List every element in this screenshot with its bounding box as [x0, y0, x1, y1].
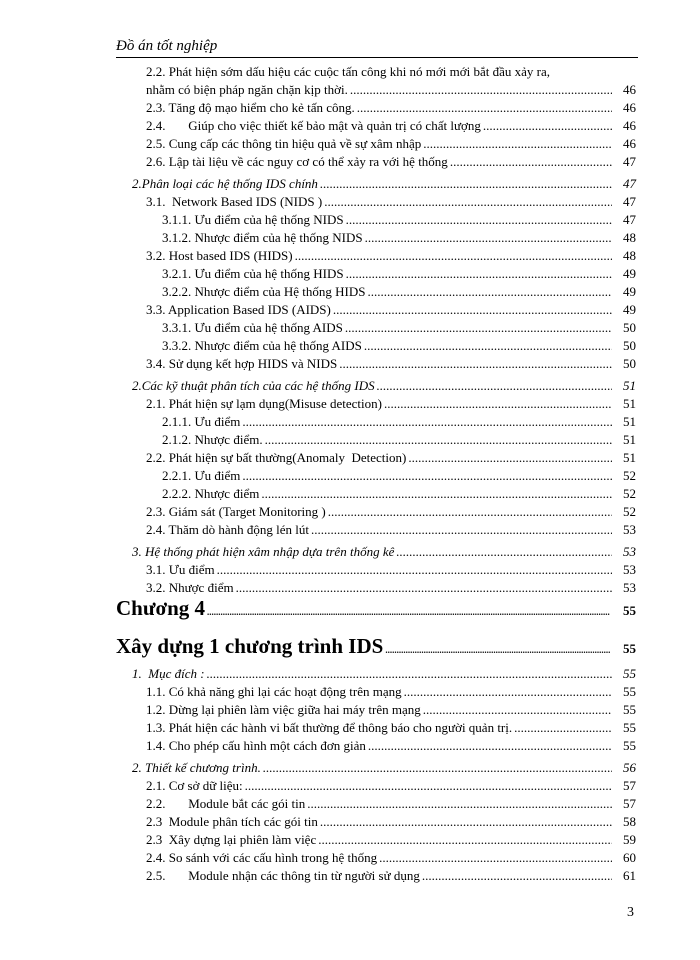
toc-entry[interactable] [146, 868, 636, 884]
dot-leader [357, 100, 612, 116]
toc-entry-title: 2.1. Cơ sở dữ liệu: [146, 778, 243, 793]
dot-leader [307, 796, 612, 812]
toc-entry[interactable] [146, 814, 636, 830]
toc-entry-title: 2.2. Phát hiện sớm dấu hiệu các cuộc tấn công khi nó mới mới bắt đầu xảy ra, [146, 64, 551, 79]
toc-entry-title: 2.3. Giám sát (Target Monitoring ) [146, 504, 326, 519]
toc-entry-page: 53 [623, 580, 636, 595]
toc-entry-title: 3.2.2. Nhược điểm của Hệ thống HIDS [162, 284, 366, 299]
toc-section-title: 3. Hệ thống phát hiện xâm nhập dựa trên thống kê [132, 544, 395, 559]
dot-leader [404, 684, 612, 700]
toc-entry[interactable] [146, 248, 636, 264]
toc-entry-title: 1.3. Phát hiện các hành vi bất thường để thông báo cho người quản trị. [146, 720, 513, 735]
toc-entry[interactable] [146, 100, 636, 116]
toc-entry-page: 49 [623, 284, 636, 299]
toc-entry-page: 61 [623, 868, 636, 883]
toc-entry-page: 46 [623, 118, 636, 133]
toc-entry-title: 2.1.2. Nhược điểm. [162, 432, 263, 447]
dot-leader [265, 432, 612, 448]
toc-entry[interactable] [146, 850, 636, 866]
toc-entry-title: 1.1. Có khả năng ghi lại các hoạt động trên mạng [146, 684, 402, 699]
toc-section-page: 56 [623, 760, 636, 775]
dot-leader [217, 562, 612, 578]
toc-entry-title: 3.2. Nhược điểm [146, 580, 234, 595]
toc-section-page: 51 [623, 378, 636, 393]
toc-entry-page: 50 [623, 338, 636, 353]
dot-leader [207, 666, 612, 682]
toc-entry-title: 2.1.1. Ưu điểm [162, 414, 241, 429]
toc-entry[interactable] [146, 194, 636, 210]
dot-leader [396, 544, 612, 560]
toc-chapter-page: 55 [623, 603, 636, 618]
toc-entry-page: 55 [623, 684, 636, 699]
dot-leader [514, 720, 612, 736]
toc-chapter[interactable] [116, 634, 636, 659]
dot-leader [423, 136, 612, 152]
toc-entry-title: 3.1. Network Based IDS (NIDS ) [146, 194, 323, 209]
toc-entry[interactable] [162, 338, 636, 354]
toc-entry-title: 2.2.2. Nhược điểm [162, 486, 260, 501]
dot-leader [320, 176, 612, 192]
toc-entry[interactable] [146, 522, 636, 538]
toc-entry[interactable] [146, 796, 636, 812]
toc-entry-title: 2.5. Cung cấp các thông tin hiệu quả về sự xâm nhập [146, 136, 422, 151]
toc-entry-page: 60 [623, 850, 636, 865]
dot-leader [364, 338, 612, 354]
toc-entry-page: 59 [623, 832, 636, 847]
toc-entry-title: 2.2. Module bắt các gói tin [146, 796, 306, 811]
dot-leader [242, 414, 612, 430]
toc-entry-title: 3.1.1. Ưu điểm của hệ thống NIDS [162, 212, 344, 227]
toc-entry[interactable] [146, 302, 636, 318]
dot-leader [345, 320, 612, 336]
toc-section-title: 1. Mục đích : [132, 666, 205, 681]
toc-entry[interactable] [146, 64, 636, 80]
dot-leader [236, 580, 612, 596]
dot-leader [450, 154, 612, 170]
toc-entry-title: 2.4. So sánh với các cấu hình trong hệ thống [146, 850, 378, 865]
toc-entry[interactable] [146, 504, 636, 520]
toc-entry[interactable] [146, 702, 636, 718]
dot-leader [346, 212, 612, 228]
dot-leader [423, 702, 612, 718]
toc-entry[interactable] [146, 136, 636, 152]
dot-leader [318, 832, 612, 848]
toc-entry[interactable] [146, 562, 636, 578]
toc-entry[interactable] [146, 356, 636, 372]
toc-entry-page: 57 [623, 778, 636, 793]
toc-entry-title: 3.1.2. Nhược điểm của hệ thống NIDS [162, 230, 363, 245]
dot-leader [483, 118, 612, 134]
toc-entry-page: 49 [623, 302, 636, 317]
toc-entry-page: 47 [623, 212, 636, 227]
toc-section-page: 53 [623, 544, 636, 559]
toc-entry-page: 51 [623, 414, 636, 429]
dot-leader [263, 760, 612, 776]
toc-entry-page: 57 [623, 796, 636, 811]
dot-leader [242, 468, 612, 484]
toc-section-title: 2.Các kỹ thuật phân tích của các hệ thống IDS [132, 378, 375, 393]
dot-leader [384, 396, 612, 412]
dot-leader [207, 607, 610, 617]
toc-entry[interactable] [146, 738, 636, 754]
toc-entry-title: 3.3. Application Based IDS (AIDS) [146, 302, 331, 317]
dot-leader [385, 645, 610, 655]
dot-leader [350, 82, 612, 98]
dot-leader [365, 230, 612, 246]
toc-entry-title: nhằm có biện pháp ngăn chặn kịp thời. [146, 82, 348, 97]
toc-entry-page: 46 [623, 100, 636, 115]
dot-leader [324, 194, 612, 210]
toc-entry[interactable] [146, 450, 636, 466]
toc-entry-page: 55 [623, 738, 636, 753]
toc-entry[interactable] [146, 82, 636, 98]
toc-entry[interactable] [162, 320, 636, 336]
toc-entry-page: 51 [623, 450, 636, 465]
toc-entry-title: 2.4. Thăm dò hành động lén lút [146, 522, 309, 537]
toc-section-title: 2. Thiết kế chương trình. [132, 760, 261, 775]
toc-chapter-title: Chương 4 [116, 596, 206, 620]
dot-leader [377, 378, 612, 394]
toc-section[interactable] [132, 760, 636, 776]
toc-entry[interactable] [146, 580, 636, 596]
dot-leader [261, 486, 612, 502]
toc-section[interactable] [132, 378, 636, 394]
toc-entry-page: 50 [623, 320, 636, 335]
toc-entry-page: 52 [623, 468, 636, 483]
toc-entry[interactable] [162, 284, 636, 300]
dot-leader [346, 266, 612, 282]
toc-entry-title: 3.2. Host based IDS (HIDS) [146, 248, 293, 263]
toc-section[interactable] [132, 544, 636, 560]
toc-entry[interactable] [162, 468, 636, 484]
toc-entry-page: 46 [623, 82, 636, 97]
toc-entry[interactable] [162, 230, 636, 246]
toc-entry[interactable] [162, 486, 636, 502]
toc-entry-page: 51 [623, 432, 636, 447]
toc-entry[interactable] [146, 684, 636, 700]
toc-entry-page: 48 [623, 230, 636, 245]
toc-entry[interactable] [162, 212, 636, 228]
toc-entry-title: 2.2. Phát hiện sự bất thường(Anomaly Detection) [146, 450, 407, 465]
dot-leader [311, 522, 612, 538]
toc-entry[interactable] [162, 432, 636, 448]
dot-leader [320, 814, 612, 830]
toc-chapter-page: 55 [623, 641, 636, 656]
toc-entry-title: 2.2.1. Ưu điểm [162, 468, 241, 483]
toc-entry-page: 53 [623, 562, 636, 577]
running-header: Đồ án tốt nghiệp [116, 38, 218, 54]
toc-entry[interactable] [146, 154, 636, 170]
toc-entry-title: 2.3 Xây dựng lại phiên làm việc [146, 832, 317, 847]
toc-entry-title: 2.1. Phát hiện sự lạm dụng(Misuse detection) [146, 396, 382, 411]
toc-section[interactable] [132, 666, 636, 682]
toc-section-page: 55 [623, 666, 636, 681]
toc-entry-title: 3.4. Sử dụng kết hợp HIDS và NIDS [146, 356, 338, 371]
toc-entry-page: 47 [623, 154, 636, 169]
toc-chapter-title: Xây dựng 1 chương trình IDS [116, 634, 384, 658]
toc-entry-page: 52 [623, 486, 636, 501]
dot-leader [328, 504, 612, 520]
toc-entry-title: 2.3. Tăng độ mạo hiểm cho kẻ tấn công. [146, 100, 355, 115]
toc-entry[interactable] [146, 396, 636, 412]
toc-entry-page: 55 [623, 720, 636, 735]
header-rule [116, 57, 638, 58]
toc-entry-page: 58 [623, 814, 636, 829]
toc-section-title: 2.Phân loại các hệ thống IDS chính [132, 176, 318, 191]
toc-entry-title: 3.3.2. Nhược điểm của hệ thống AIDS [162, 338, 362, 353]
toc-entry-title: 3.2.1. Ưu điểm của hệ thống HIDS [162, 266, 344, 281]
dot-leader [295, 248, 612, 264]
dot-leader [333, 302, 612, 318]
toc-entry[interactable] [146, 778, 636, 794]
toc-section-page: 47 [623, 176, 636, 191]
toc-entry[interactable] [162, 414, 636, 430]
toc-entry[interactable] [146, 720, 636, 736]
toc-entry-page: 51 [623, 396, 636, 411]
toc-entry[interactable] [146, 118, 636, 134]
dot-leader [422, 868, 612, 884]
dot-leader [379, 850, 612, 866]
toc-entry-title: 3.1. Ưu điểm [146, 562, 215, 577]
dot-leader [245, 778, 612, 794]
toc-entry-page: 50 [623, 356, 636, 371]
page-number: 3 [627, 905, 634, 920]
dot-leader [408, 450, 612, 466]
toc-entry-page: 49 [623, 266, 636, 281]
toc-entry-page: 47 [623, 194, 636, 209]
toc-entry-title: 2.6. Lập tài liệu về các nguy cơ có thể xảy ra với hệ thống [146, 154, 448, 169]
toc-entry-title: 3.3.1. Ưu điểm của hệ thống AIDS [162, 320, 343, 335]
toc-section[interactable] [132, 176, 636, 192]
toc-entry-page: 48 [623, 248, 636, 263]
toc-entry-title: 2.3 Module phân tích các gói tin [146, 814, 318, 829]
toc-chapter[interactable] [116, 596, 636, 621]
dot-leader [339, 356, 612, 372]
toc-entry-title: 2.4. Giúp cho việc thiết kế bảo mật và quản trị có chất lượng [146, 118, 481, 133]
toc-entry-title: 2.5. Module nhận các thông tin từ người sử dụng [146, 868, 420, 883]
dot-leader [368, 738, 612, 754]
toc-entry-page: 52 [623, 504, 636, 519]
toc-entry[interactable] [146, 832, 636, 848]
toc-entry-title: 1.2. Dừng lại phiên làm việc giữa hai máy trên mạng [146, 702, 421, 717]
dot-leader [367, 284, 612, 300]
toc-entry-page: 46 [623, 136, 636, 151]
toc-entry-title: 1.4. Cho phép cấu hình một cách đơn giản [146, 738, 366, 753]
toc-entry[interactable] [162, 266, 636, 282]
toc-entry-page: 55 [623, 702, 636, 717]
toc-entry-page: 53 [623, 522, 636, 537]
